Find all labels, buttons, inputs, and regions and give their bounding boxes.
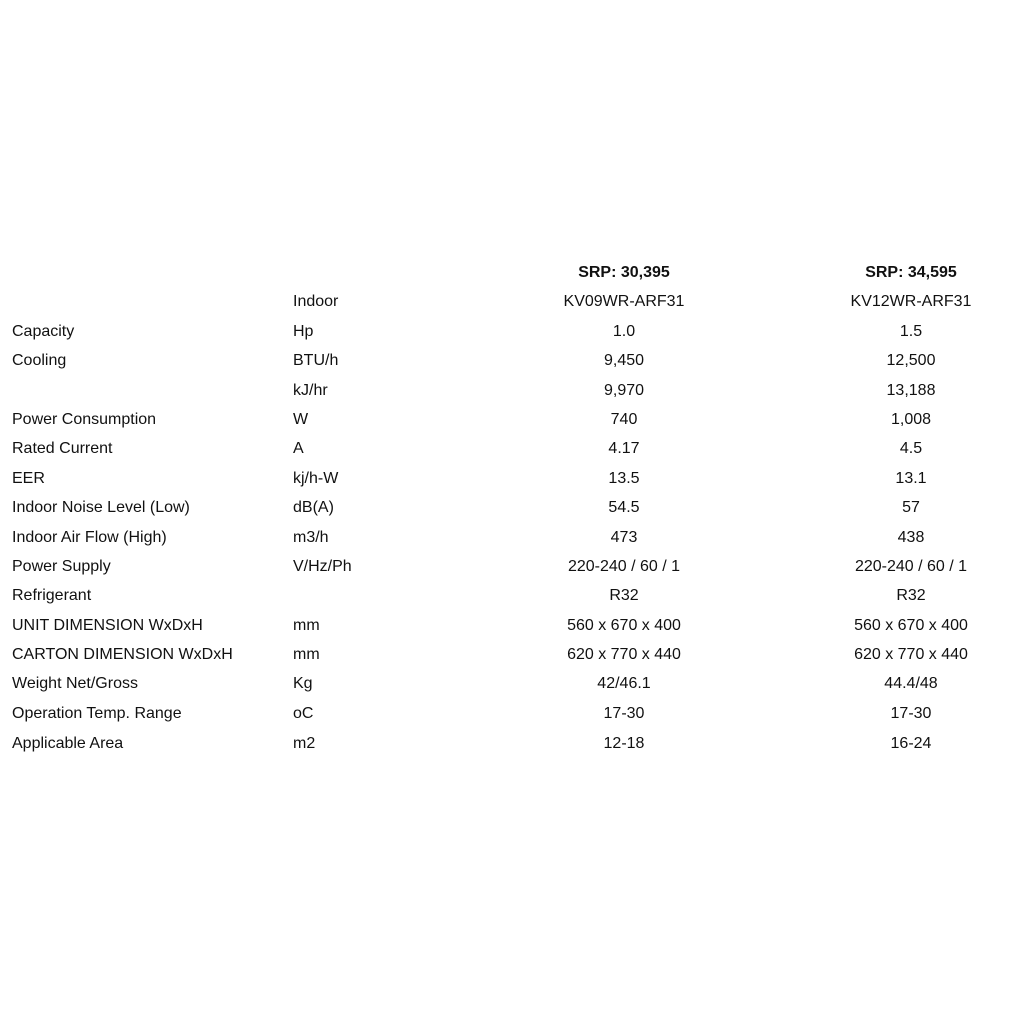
row-unit: Indoor [293, 293, 339, 311]
spec-table [0, 258, 1024, 760]
table-row [0, 464, 1024, 493]
row-unit: V/Hz/Ph [293, 557, 352, 575]
row-value-a: 9,970 [603, 381, 645, 399]
row-label: Refrigerant [12, 587, 92, 605]
row-label: Power Supply [12, 557, 111, 575]
table-row [0, 669, 1024, 698]
row-value-a: 1.0 [612, 322, 636, 340]
row-value-b: 13,188 [886, 381, 936, 399]
price-model-a: SRP: 30,395 [578, 264, 670, 281]
row-unit: oC [293, 704, 314, 722]
row-value-a: 620 x 770 x 440 [567, 646, 681, 664]
row-value-a: 42/46.1 [597, 675, 651, 693]
row-value-a: KV09WR-ARF31 [563, 293, 685, 311]
row-value-b: 1,008 [890, 410, 932, 428]
row-value-a: 13.5 [608, 469, 640, 487]
row-label: Power Consumption [12, 410, 157, 428]
table-row [0, 611, 1024, 640]
table-row [0, 287, 1024, 316]
row-label: Indoor Noise Level (Low) [12, 499, 190, 517]
row-value-b: R32 [896, 587, 926, 605]
row-value-b: 17-30 [890, 704, 932, 722]
row-value-a: 740 [610, 410, 638, 428]
price-row [0, 258, 1024, 287]
row-unit: W [293, 410, 309, 428]
price-model-b: SRP: 34,595 [865, 264, 957, 281]
row-unit: Kg [293, 675, 313, 693]
row-value-b: 438 [897, 528, 925, 546]
row-label: CARTON DIMENSION WxDxH [12, 646, 233, 664]
table-row [0, 405, 1024, 434]
row-label: Cooling [12, 352, 67, 370]
row-value-b: 16-24 [890, 735, 932, 753]
row-value-a: 473 [610, 528, 638, 546]
table-row [0, 729, 1024, 760]
row-value-b: 12,500 [886, 352, 936, 370]
row-value-b: 220-240 / 60 / 1 [854, 557, 968, 575]
row-value-b: 1.5 [899, 322, 923, 340]
row-value-a: 17-30 [603, 704, 645, 722]
row-value-b: 620 x 770 x 440 [854, 646, 968, 664]
table-row [0, 523, 1024, 552]
row-value-a: 560 x 670 x 400 [567, 616, 681, 634]
table-row [0, 640, 1024, 669]
row-label: Indoor Air Flow (High) [12, 528, 167, 546]
row-unit: kj/h-W [293, 469, 339, 487]
row-unit: A [293, 440, 304, 458]
row-label: Rated Current [12, 440, 113, 458]
row-value-b: 13.1 [895, 469, 927, 487]
row-value-a: 9,450 [603, 352, 645, 370]
row-label: Capacity [12, 322, 75, 340]
row-label: Weight Net/Gross [12, 675, 138, 693]
row-value-a: 54.5 [608, 499, 640, 517]
row-unit: dB(A) [293, 499, 334, 517]
row-unit: m3/h [293, 528, 329, 546]
row-unit: kJ/hr [293, 381, 328, 399]
row-label: UNIT DIMENSION WxDxH [12, 616, 203, 634]
row-label: EER [12, 469, 45, 487]
row-value-b: KV12WR-ARF31 [850, 293, 972, 311]
row-unit: mm [293, 646, 320, 664]
row-unit: m2 [293, 735, 316, 753]
table-row [0, 346, 1024, 375]
table-row [0, 699, 1024, 730]
table-row [0, 376, 1024, 405]
row-value-b: 44.4/48 [884, 675, 938, 693]
row-value-a: 220-240 / 60 / 1 [567, 557, 681, 575]
row-unit: mm [293, 616, 320, 634]
table-row [0, 434, 1024, 463]
row-value-a: 12-18 [603, 735, 645, 753]
table-row [0, 552, 1024, 581]
table-row [0, 317, 1024, 346]
table-row [0, 581, 1024, 610]
row-unit: BTU/h [293, 352, 339, 370]
table-row [0, 493, 1024, 522]
row-value-b: 57 [902, 499, 920, 517]
row-value-b: 560 x 670 x 400 [854, 616, 968, 634]
row-unit: Hp [293, 322, 314, 340]
row-value-a: 4.17 [608, 440, 640, 458]
row-label: Applicable Area [12, 735, 124, 753]
row-label: Operation Temp. Range [12, 704, 182, 722]
row-value-b: 4.5 [899, 440, 923, 458]
row-value-a: R32 [609, 587, 639, 605]
